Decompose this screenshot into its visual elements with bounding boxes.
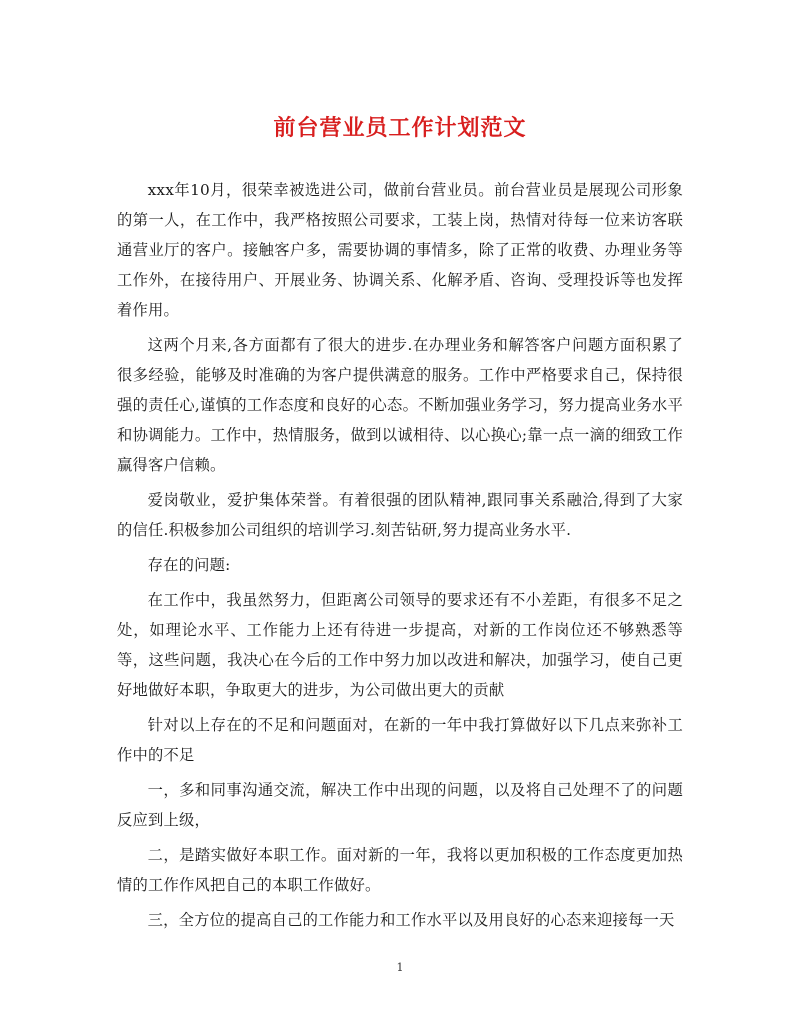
document-body (117, 175, 683, 935)
paragraph-progress: 这两个月来,各方面都有了很大的进步.在办理业务和解答客户问题方面积累了很多经验，能够及时准确的为客户提供满意的服务。工作中严格要求自己，保持很强的责任心,谨慎的工作态度和良好的心态。不断加强业务学习，努力提高业务水平和协调能力。工作中，热情服务，做到以诚相待、以心换心;靠一点一滴的细致工作赢得客户信赖。 (117, 336, 683, 474)
paragraph-intro: xxx年10月，很荣幸被选进公司，做前台营业员。前台营业员是展现公司形象的第一人，在工作中，我严格按照公司要求，工装上岗，热情对待每一位来访客联通营业厅的客户。接触客户多，需要协调的事情多，除了正常的收费、办理业务等工作外，在接待用户、开展业务、协调关系、化解矛盾、咨询、受理投诉等也发挥着作用。 (117, 181, 683, 319)
page-number: 1 (396, 961, 404, 974)
document-title: 前台营业员工作计划范文 (273, 115, 527, 141)
paragraph-problems: 在工作中，我虽然努力，但距离公司领导的要求还有不小差距，有很多不足之处，如理论水平、工作能力上还有待进一步提高，对新的工作岗位还不够熟悉等等，这些问题，我决心在今后的工作中努力加以改进和解决，加强学习，使自己更好地做好本职，争取更大的进步，为公司做出更大的贡献 (117, 591, 683, 699)
paragraph-plan-item-3: 三，全方位的提高自己的工作能力和工作水平以及用良好的心态来迎接每一天 (147, 911, 675, 929)
paragraph-plan-intro: 针对以上存在的不足和问题面对，在新的一年中我打算做好以下几点来弥补工作中的不足 (117, 716, 683, 764)
paragraph-plan-item-1: 一，多和同事沟通交流，解决工作中出现的问题，以及将自己处理不了的问题反应到上级， (117, 781, 683, 829)
paragraph-problems-heading: 存在的问题: (147, 556, 231, 574)
paragraph-dedication: 爱岗敬业，爱护集体荣誉。有着很强的团队精神,跟同事关系融洽,得到了大家的信任.积极参加公司组织的培训学习.刻苦钻研,努力提高业务水平. (117, 491, 683, 539)
paragraph-plan-item-2: 二，是踏实做好本职工作。面对新的一年，我将以更加积极的工作态度更加热情的工作作风把自己的本职工作做好。 (117, 846, 683, 894)
